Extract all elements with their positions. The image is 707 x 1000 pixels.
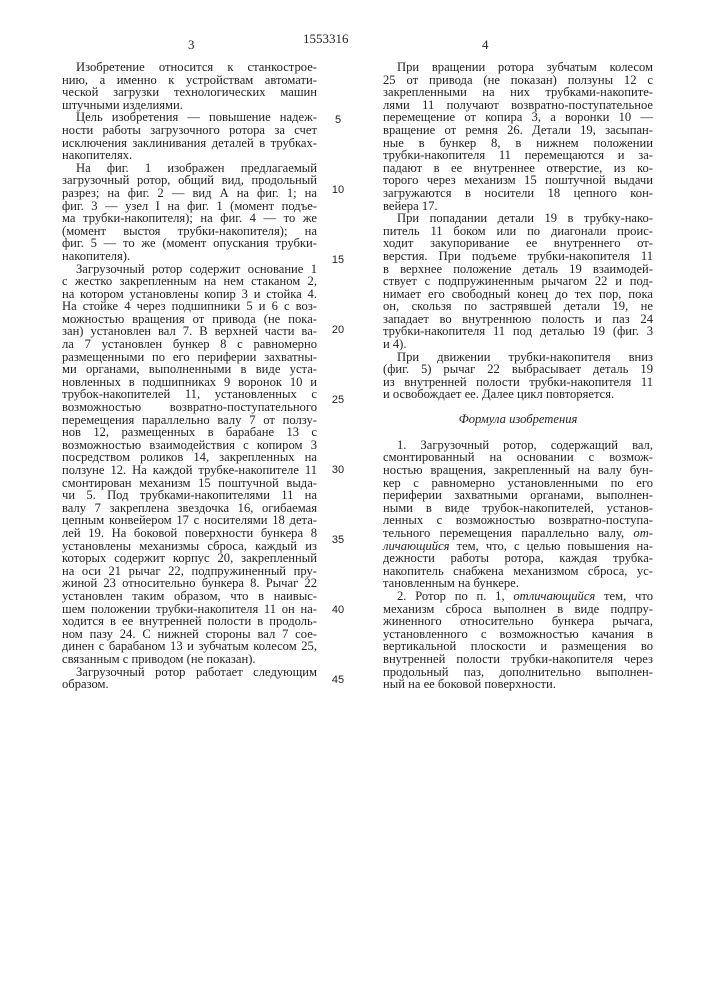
text-line: ностью вращения, закрепленный на валу бун- bbox=[383, 464, 653, 477]
text-line: лями 11 получают возвратно-поступательное bbox=[383, 99, 653, 112]
text-line: трубок-накопителей 11, установленных с bbox=[62, 388, 317, 401]
text-line: жиной 23 относительно бункера 8. Рычаг 22 bbox=[62, 577, 317, 590]
text-line: Загрузочный ротор содержит основание 1 bbox=[62, 263, 317, 276]
text-line: тельного перемещения параллельно валу, от- bbox=[383, 527, 653, 540]
text-line: исключения заклинивания деталей в трубках- bbox=[62, 137, 317, 150]
text-line: падают в ее внутреннее отверстие, из ко- bbox=[383, 162, 653, 175]
text-line: и освобождает ее. Далее цикл повторяется. bbox=[383, 388, 653, 401]
text-line: из внутренней полости трубки-накопителя 11 bbox=[383, 376, 653, 389]
text-line: 25 от привода (не показан) ползуны 12 с bbox=[383, 74, 653, 87]
text-line: возможностью возвратно-поступательного bbox=[62, 401, 317, 414]
line-number: 40 bbox=[328, 604, 348, 616]
text-line: жиненного относительно бункера рычага, bbox=[383, 615, 653, 628]
patent-number: 1553316 bbox=[303, 31, 349, 47]
text-line: Цель изобретения — повышение надеж- bbox=[62, 111, 317, 124]
text-line: новленных в подшипниках 9 воронок 10 и bbox=[62, 376, 317, 389]
text-line: на котором установлены копир 3 и стойка 4. bbox=[62, 288, 317, 301]
text-line: установленного с возможностью качания в bbox=[383, 628, 653, 641]
text-line: ленных с возможностью возвратно-поступа- bbox=[383, 514, 653, 527]
line-number: 35 bbox=[328, 534, 348, 546]
text-line: размещенными по его периферии захватны- bbox=[62, 351, 317, 364]
text-line: ходится в ее внутренней полости в продоль- bbox=[62, 615, 317, 628]
text-line: которых содержит корпус 20, закрепленный bbox=[62, 552, 317, 565]
text-line: нимает его свободный конец до тех пор, пока bbox=[383, 288, 653, 301]
text-line: ма трубки-накопителя); на фиг. 4 — то же bbox=[62, 212, 317, 225]
text-line: фиг. 3 — узел I на фиг. 1 (момент подъе- bbox=[62, 200, 317, 213]
text-line: динен с барабаном 13 и зубчатым колесом 25, bbox=[62, 640, 317, 653]
text-line: ческой загрузки технологических машин bbox=[62, 86, 317, 99]
text-line: фиг. 5 — то же (момент опускания трубки- bbox=[62, 237, 317, 250]
text-line: ный на ее боковой поверхности. bbox=[383, 678, 653, 691]
claim bbox=[383, 439, 653, 590]
text-line: смонтирован механизм 15 поштучной выда- bbox=[62, 477, 317, 490]
text-line: закрепленными на них трубками-накопите- bbox=[383, 86, 653, 99]
text-line: тановленным на бункере. bbox=[383, 577, 653, 590]
line-number: 10 bbox=[328, 184, 348, 196]
claims-heading: Формула изобретения bbox=[383, 401, 653, 439]
text-line: цепным конвейером 17 с носителями 18 дета- bbox=[62, 514, 317, 527]
text-line: с жестко закрепленным на нем стаканом 2, bbox=[62, 275, 317, 288]
text-line: возможностью взаимодействия с копиром 3 bbox=[62, 439, 317, 452]
text-line: в верхнее положение деталь 19 взаимодей- bbox=[383, 263, 653, 276]
text-line: на оси 21 рычаг 22, подпружиненный пру- bbox=[62, 565, 317, 578]
text-line: продольный паз, дополнительно выполнен- bbox=[383, 666, 653, 679]
text-line: кер с равномерно установленными по его bbox=[383, 477, 653, 490]
text-line: загружаются в носители 18 цепного кон- bbox=[383, 187, 653, 200]
text-line: шем положении трубки-накопителя 11 он на- bbox=[62, 603, 317, 616]
text-line: западает во внутреннюю полость и паз 24 bbox=[383, 313, 653, 326]
paragraph bbox=[62, 162, 317, 263]
line-number: 15 bbox=[328, 254, 348, 266]
italic-term: личающийся bbox=[383, 539, 450, 553]
text-line: Изобретение относится к станкострое- bbox=[62, 61, 317, 74]
text-line: накопитель снабжена механизмом сброса, ус- bbox=[383, 565, 653, 578]
text-line: зан) установлен вал 7. В верхней части ва- bbox=[62, 325, 317, 338]
text-line: можностью вращения от привода (не пока- bbox=[62, 313, 317, 326]
text-line: посредством роликов 14, закрепленных на bbox=[62, 451, 317, 464]
text-line: он, скользя по застрявшей детали 19, не bbox=[383, 300, 653, 313]
text-line: личающийся тем, что, с целью повышения на- bbox=[383, 540, 653, 553]
text-line: накопителя). bbox=[62, 250, 317, 263]
text-line: ными в виде трубок-накопителей, установ- bbox=[383, 502, 653, 515]
text-line: торого через механизм 15 поштучной выдачи bbox=[383, 174, 653, 187]
text-line: При движении трубки-накопителя вниз bbox=[383, 351, 653, 364]
text-line: вращение от ремня 26. Детали 19, засыпан- bbox=[383, 124, 653, 137]
text-line: периферии захватными органами, выполнен- bbox=[383, 489, 653, 502]
text-line: 2. Ротор по п. 1, отличающийся тем, что bbox=[383, 590, 653, 603]
text-line: перемещения параллельно валу 7 от ползу- bbox=[62, 414, 317, 427]
text-line: При вращении ротора зубчатым колесом bbox=[383, 61, 653, 74]
text-line: 1. Загрузочный ротор, содержащий вал, bbox=[383, 439, 653, 452]
paragraph bbox=[62, 263, 317, 666]
text-line: (фиг. 5) рычаг 22 выбрасывает деталь 19 bbox=[383, 363, 653, 376]
text-line: нов 12, размещенных в барабане 13 с bbox=[62, 426, 317, 439]
text-line: чи 5. Под трубками-накопителями 11 на bbox=[62, 489, 317, 502]
line-number: 20 bbox=[328, 324, 348, 336]
text-line: (момент выстоя трубки-накопителя); на bbox=[62, 225, 317, 238]
line-number: 25 bbox=[328, 394, 348, 406]
text-line: Загрузочный ротор работает следующим bbox=[62, 666, 317, 679]
text-line: ми органами, выполненными в виде уста- bbox=[62, 363, 317, 376]
text-line: накопителях. bbox=[62, 149, 317, 162]
text-line: лей 19. На боковой поверхности бункера 8 bbox=[62, 527, 317, 540]
text-line: ползуне 12. На каждой трубке-накопителе 11 bbox=[62, 464, 317, 477]
italic-term: от- bbox=[633, 526, 653, 540]
text-line: внутренней полости трубки-накопителя через bbox=[383, 653, 653, 666]
text-line: При попадании детали 19 в трубку-нако- bbox=[383, 212, 653, 225]
text-line: штучными изделиями. bbox=[62, 99, 317, 112]
page-number-left: 3 bbox=[188, 37, 195, 53]
line-number: 5 bbox=[328, 114, 348, 126]
left-column-text bbox=[62, 61, 317, 691]
text-line: дежности работы ротора, каждая трубка- bbox=[383, 552, 653, 565]
paragraph bbox=[383, 61, 653, 212]
text-line: ном пазу 24. С нижней стороны вал 7 сое- bbox=[62, 628, 317, 641]
text-line: ла 7 установлен бункер 8 с равномерно bbox=[62, 338, 317, 351]
text-line: и 4). bbox=[383, 338, 653, 351]
text-line: разрез; на фиг. 2 — вид А на фиг. 1; на bbox=[62, 187, 317, 200]
text-line: трубки-накопителя 11 под деталью 19 (фиг. 3 bbox=[383, 325, 653, 338]
page-number-right: 4 bbox=[482, 37, 489, 53]
text-line: верстия. При подъеме трубки-накопителя 11 bbox=[383, 250, 653, 263]
paragraph bbox=[62, 61, 317, 111]
italic-term: отличающийся bbox=[513, 589, 595, 603]
text-line: перемещение от копира 3, а воронки 10 — bbox=[383, 111, 653, 124]
paragraph bbox=[383, 351, 653, 401]
text-line: валу 7 закреплена звездочка 16, огибаемая bbox=[62, 502, 317, 515]
text-line: ные в бункер 8, в нижнем положении bbox=[383, 137, 653, 150]
text-line: трубки-накопителя 11 перемещаются и за- bbox=[383, 149, 653, 162]
text-line: нию, а именно к устройствам автомати- bbox=[62, 74, 317, 87]
text-line: ходит закупоривание ее внутреннего от- bbox=[383, 237, 653, 250]
text-line: На стойке 4 через подшипники 5 и 6 с воз- bbox=[62, 300, 317, 313]
text-line: связанным с приводом (не показан). bbox=[62, 653, 317, 666]
line-number: 30 bbox=[328, 464, 348, 476]
text-line: вертикальной плоскости и размещения во bbox=[383, 640, 653, 653]
text-line: механизм сброса выполнен в виде подпру- bbox=[383, 603, 653, 616]
line-number: 45 bbox=[328, 674, 348, 686]
text-line: смонтированный на основании с возмож- bbox=[383, 451, 653, 464]
paragraph bbox=[62, 666, 317, 691]
right-column-text bbox=[383, 61, 653, 691]
text-line: загрузочный ротор, общий вид, продольный bbox=[62, 174, 317, 187]
paragraph bbox=[383, 212, 653, 351]
text-line: образом. bbox=[62, 678, 317, 691]
text-line: вейера 17. bbox=[383, 200, 653, 213]
text-line: установлен таким образом, что в наивыс- bbox=[62, 590, 317, 603]
claim bbox=[383, 590, 653, 691]
text-line: ствует с подпружиненным рычагом 22 и под- bbox=[383, 275, 653, 288]
text-line: ности работы загрузочного ротора за счет bbox=[62, 124, 317, 137]
text-line: питель 11 боком или по диагонали проис- bbox=[383, 225, 653, 238]
text-line: На фиг. 1 изображен предлагаемый bbox=[62, 162, 317, 175]
paragraph bbox=[62, 111, 317, 161]
text-line: установлены механизмы сброса, каждый из bbox=[62, 540, 317, 553]
